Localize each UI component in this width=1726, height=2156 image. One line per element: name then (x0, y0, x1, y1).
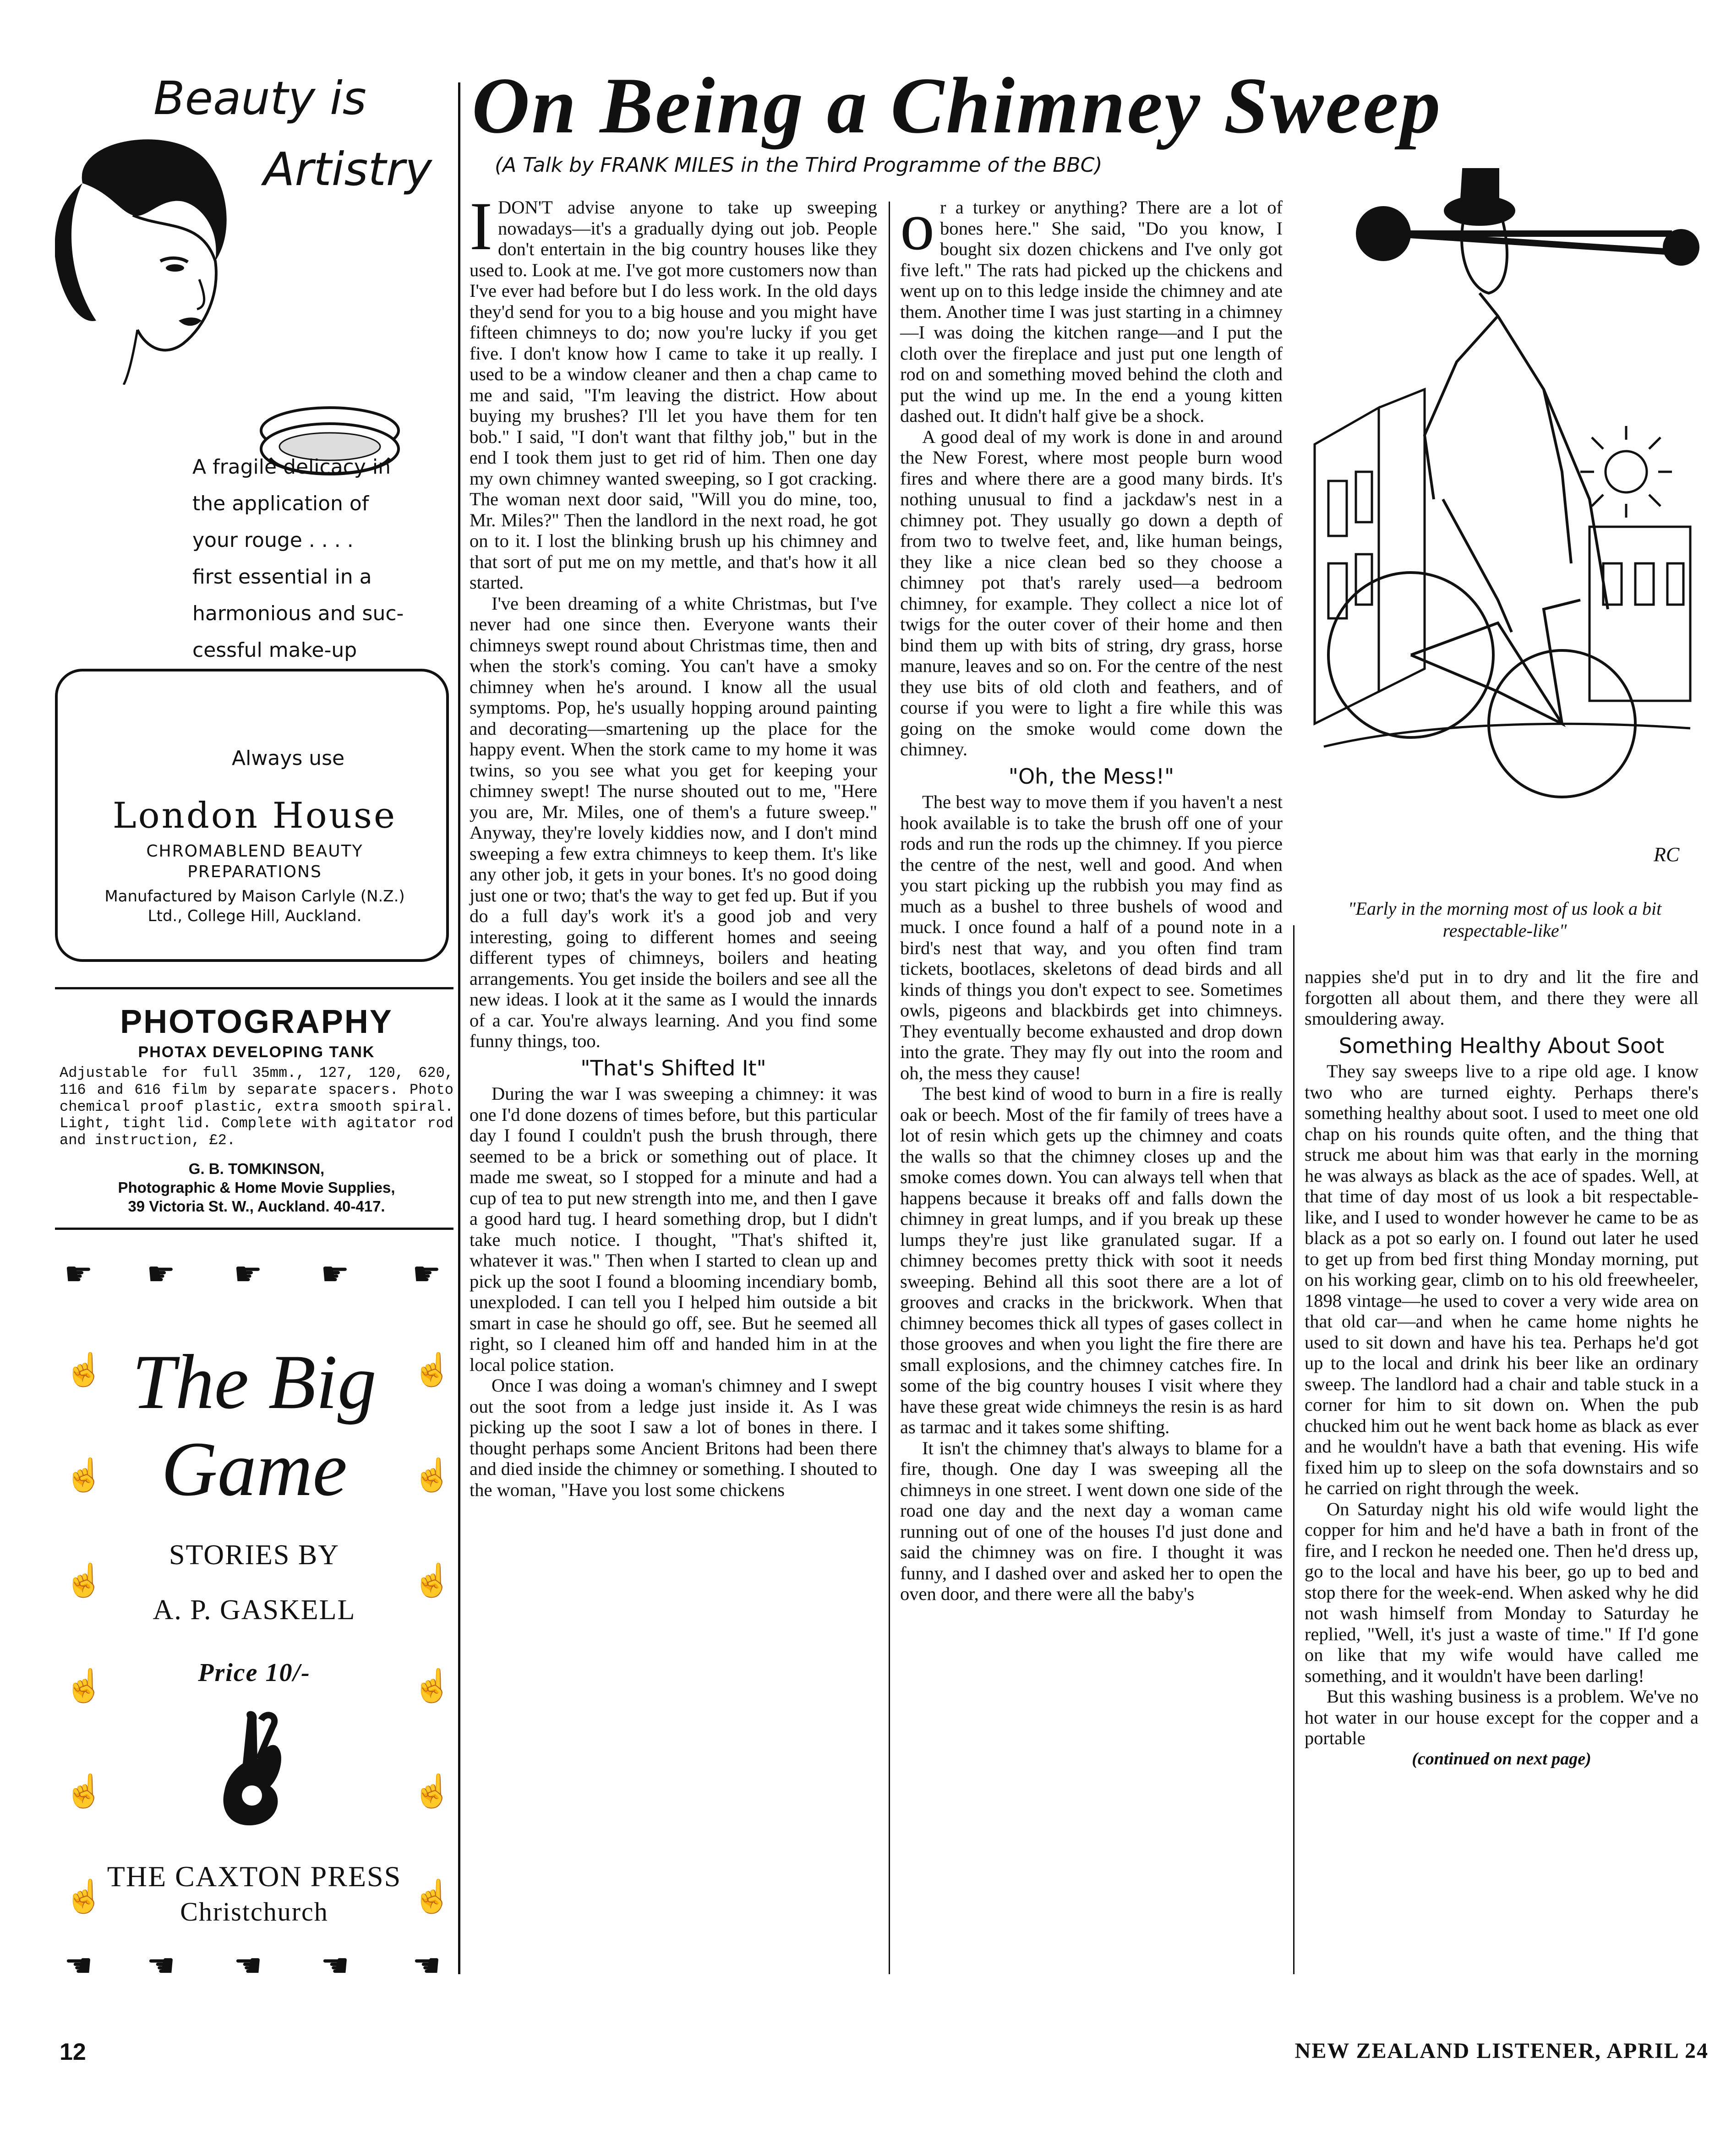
photography-body: Adjustable for full 35mm., 127, 120, 620, 116 and 616 film by separate spacers. Photo chemical proof plastic, extra smooth spiral. Light, tight lid. Complete with agitator rod and instruction, £2. (60, 1064, 453, 1149)
pointing-hand-icon: ☛ (147, 1257, 175, 1292)
paragraph: They say sweeps live to a ripe old age. I know two who are turned eighty. Perhaps there's something healthy about soot. I used to meet one old chap on his rounds quite often, and the thing that struck me about him was that early in the morning he was always as black as the ace of spades. Well, at that time of day most of us look a bit respectable-like, and I used to wonder however he came to be as black as a pot so early on. I found out later he used to get up from bed first thing Monday morning, put on his working gear, climb on to his old freewheeler, 1898 vintage—he used to cover a very wide area on that old car—and when he came home nights he used to sit down and have his tea. Perhaps he'd got up to the local and drink his beer like an ordinary sweep. The landlord had a chair and table stuck in a corner for him to sit down on. When the pub chucked him out he went back home as black as ever and he wouldn't have a bath that evening. His wife fixed him up to sleep on the sofa downstairs and so he carried on right through the week. (1305, 1061, 1699, 1498)
illustration-caption: "Early in the morning most of us look a bit respectable-like" (1348, 898, 1662, 941)
article-column-1 (470, 188, 877, 1500)
paragraph: The best kind of wood to burn in a fire is really oak or beech. Most of the fir family of trees have a lot of resin which gets up the chimney and coats the walls so that the chimney closes up and the smoke comes down. You can always tell when that happens because it breaks off and falls down the chimney in great lumps, and if you break up these lumps they're just like granulated sugar. If a chimney becomes pretty thick with soot it needs sweeping. Behind all this soot there are a lot of grooves and cracks in the brickwork. When that chimney becomes thick all types of gases collect in those grooves and when you light the fire there are small explosions, and the chimney catches fire. In some of the big country houses I visit where they have these great wide chimneys the resin is as hard as tarmac and it takes some shifting. (900, 1083, 1283, 1437)
pointing-hand-icon: ☚ (234, 1949, 262, 1984)
book-author: A. P. GASKELL (153, 1594, 356, 1626)
article-column-2 (900, 188, 1283, 1605)
pointing-hand-icon: ☛ (321, 1257, 350, 1292)
maker-line: Manufactured by Maison Carlyle (N.Z.) Ltd., College Hill, Auckland. (104, 887, 405, 925)
pointing-hand-icon: ☚ (321, 1949, 350, 1984)
ad-divider (55, 987, 453, 989)
page-number: 12 (60, 2039, 86, 2065)
photography-contact-line3: 39 Victoria St. W., Auckland. 40-417. (128, 1198, 385, 1215)
ad-divider (55, 1228, 453, 1230)
paragraph: On Saturday night his old wife would light the copper for him and he'd have a bath in front of the fire, and I reckon he needed one. Then he'd dress up, go to the local and have his beer, go up to bed and stop there for the week-end. When asked why he did not wash himself from Monday to Saturday he replied, "Well, it's just a waste of time." If I'd gone on like that my wife would have called me something, and it wouldn't have been darling! (1305, 1498, 1699, 1686)
illustration-signature: RC (1654, 843, 1680, 866)
section-heading: "Oh, the Mess!" (1008, 764, 1174, 789)
article-column-3 (1305, 966, 1699, 1769)
section-heading: "That's Shifted It" (580, 1055, 766, 1081)
book-price: Price 10/- (198, 1659, 311, 1687)
beauty-ad-body (192, 449, 417, 669)
paragraph: IDON'T advise anyone to take up sweeping nowadays—it's a gradually dying out job. People don't entertain in the big country houses like they used to. Look at me. I've got more customers now than I've ever had before but I do less work. In the old days they'd send for you to a big house and you might have fifteen chimneys to do; now you're lucky if you get five. I don't know how I came to take it up really. I used to be a window cleaner and then a chap came to me and said, "I'm leaving the district. How about buying my brushes? I'll let you have them for ten bob." I said, "I don't want that filthy job," but in the end I took them just to get rid of him. Then one day my own chimney wanted sweeping, so I got cracking. The woman next door said, "Will you do mine, too, Mr. Miles?" Then the landlord in the next road, he got on to it. I lost the blinking brush up his chimney and that sort of put me on my mettle, and that's how it all started. (470, 188, 877, 593)
woman-face-illustration (55, 128, 247, 385)
always-use-label: Always use (232, 747, 345, 770)
pointing-hand-icon: ☝ (412, 1774, 453, 1809)
crossed-fingers-hand-icon (215, 1708, 293, 1828)
paragraph: I've been dreaming of a white Christmas, but I've never had one since then. Everyone wants their chimneys swept round about Christmas time, then and when the stork's coming. You can't have a smoky chimney when he's around. I know all the usual symptoms. Pop, he's usually hopping around painting and decorating—smartening up the place for the happy event. When the stork came to my home it was twins, so you see what you get for keeping your chimney swept! The nurse shouted out to me, "Here you are, Mr. Miles, one of them's a future sweep." Anyway, they're lovely kiddies now, and I don't mind sweeping a few extra chimneys to keep them. It's like any other job, it gets in your bones. It's no good doing just one or two; that's the way to get fed up. But if you do a full day's work it's a good job and very interesting, going to different homes and seeing different types of chimneys, boilers and heating arrangements. You get inside the boilers and see all the new ideas. I look at it the same as I would the innards of a car. You're always learning. And you find some funny things, too. (470, 593, 877, 1051)
beauty-ad-line: your rouge . . . . (192, 529, 354, 552)
chimney-sweep-cyclist-illustration (1305, 151, 1699, 893)
london-house-box (55, 669, 449, 962)
book-title-line1: The Big (132, 1339, 377, 1425)
beauty-ad-title-line1: Beauty is (153, 71, 366, 125)
pointing-hand-icon: ☛ (234, 1257, 262, 1292)
pointing-hand-icon: ☝ (64, 1563, 104, 1599)
pointing-hand-icon: ☛ (64, 1257, 93, 1292)
photography-contact-line2: Photographic & Home Movie Supplies, (118, 1179, 395, 1196)
paragraph: It isn't the chimney that's always to blame for a fire, though. One day I was sweeping all the chimneys in one street. I went down one side of the road one day and the next day a woman came running out of one of the houses I'd just done and said the chimney was on fire. I thought it was funny, and I dashed over and asked her to open the oven door, and there were all the baby's (900, 1437, 1283, 1604)
beauty-ad (55, 69, 449, 985)
brand-name: London House (112, 795, 397, 836)
photography-subtitle: PHOTAX DEVELOPING TANK (138, 1043, 375, 1061)
beauty-ad-line: A fragile delicacy in (192, 455, 391, 479)
pointing-hand-icon: ☝ (412, 1353, 453, 1388)
article-subhead: (A Talk by FRANK MILES in the Third Programme of the BBC) (495, 153, 1103, 177)
beauty-ad-line: harmonious and suc- (192, 602, 404, 625)
sun-icon (1580, 426, 1672, 518)
paragraph: The best way to move them if you haven't a nest hook available is to take the brush off one of your rods and run the rods up the chimney. If you pierce the centre of the nest, well and good. And when you start picking up the rubbish you may find as much as a bushel to three bushels of wood and muck. I once found a half of a pound note in a bird's nest that way, and you often find tram tickets, bootlaces, skeletons of dead birds and all kinds of things you don't expect to see. Sometimes owls, pigeons and blackbirds get into chimneys. They eventually become exhausted and drop down into the grate. They may fly out into the room and oh, the mess they cause! (900, 791, 1283, 1083)
photography-contact-name: G. B. TOMKINSON, (188, 1160, 325, 1177)
paragraph: A good deal of my work is done in and around the New Forest, where most people burn wood fires and where there are a good many birds. It's nothing unusual to find a jackdaw's nest in a chimney pot. They usually go down a depth of from two to twelve feet, and, like human beings, they like a nice clean bed so they choose a chimney pot that's rarely used—a bedroom chimney, for example. They collect a nice lot of twigs for the outer cover of their home and then bind them up with bits of string, dry grass, horse manure, leaves and so on. For the centre of the nest they use bits of old cloth and feathers, and of course if you were to light a fire while this was going on the smoke would come down the chimney. (900, 426, 1283, 759)
column-rule (1293, 925, 1294, 1974)
book-title-line2: Game (161, 1426, 347, 1512)
paragraph: or a turkey or anything? There are a lot of bones here." She said, "Do you know, I bought six dozen chickens and I've only got five left." The rats had picked up the chickens and went up on to this ledge inside the chimney and ate them. Another time I was just starting in a chimney—I was doing the kitchen range—and I put the cloth over the fireplace and just put one length of rod on and something moved behind the cloth and put the wind up me. In the end a young kitten dashed out. It didn't half give be a shock. (900, 188, 1283, 426)
pointing-hand-icon: ☝ (64, 1669, 104, 1704)
photography-title: PHOTOGRAPHY (120, 1004, 393, 1040)
pointing-hand-icon: ☝ (64, 1353, 104, 1388)
column-rule-main (458, 82, 460, 1974)
paragraph: During the war I was sweeping a chimney: it was one I'd done dozens of times before, but this particular day I found I couldn't push the brush through, there seemed to be a brick or something out of place. It made me sweat, so I stopped for a minute and had a cup of tea to put new strength into me, and then I gave a good hard tug. I heard something drop, but I didn't take much notice. I thought, "That's shifted it, whatever it was." Then when I started to clean up and pick up the soot I found a blooming incendiary bomb, unexploded. I can tell you I helped him outside a bit smart in case he should go off, see. But he seemed all right, so I cleaned him off and handed him in at the local police station. (470, 1083, 877, 1375)
publisher-city: Christchurch (180, 1897, 328, 1927)
pointing-hand-icon: ☛ (412, 1257, 441, 1292)
publisher: THE CAXTON PRESS (107, 1860, 402, 1893)
pointing-hand-icon: ☝ (412, 1563, 453, 1599)
pointing-hand-icon: ☚ (412, 1949, 441, 1984)
article-headline: On Being a Chimney Sweep (472, 61, 1442, 150)
beauty-ad-title-line2: Artistry (263, 142, 432, 196)
section-heading: Something Healthy About Soot (1338, 1033, 1665, 1058)
pointing-hand-icon: ☝ (64, 1774, 104, 1809)
product-line: CHROMABLEND BEAUTY PREPARATIONS (146, 842, 363, 881)
beauty-ad-line: the application of (192, 492, 369, 515)
pointing-hand-icon: ☝ (412, 1669, 453, 1704)
pointing-hand-icon: ☝ (412, 1458, 453, 1493)
paragraph: nappies she'd put in to dry and lit the fire and forgotten all about them, and there they were all smouldering away. (1305, 966, 1699, 1029)
pointing-hand-icon: ☝ (64, 1458, 104, 1493)
beauty-ad-line: cessful make-up (192, 639, 357, 662)
pointing-hand-icon: ☚ (147, 1949, 175, 1984)
publication-name: NEW ZEALAND LISTENER, APRIL 24 (1294, 2039, 1709, 2063)
paragraph: But this washing business is a problem. We've no hot water in our house except for the copper and a portable (1305, 1686, 1699, 1748)
book-ad (55, 1246, 453, 2002)
pointing-hand-icon: ☝ (64, 1879, 104, 1915)
paragraph: Once I was doing a woman's chimney and I swept out the soot from a ledge just inside it. As I was picking up the soot I saw a lot of bones in there. I thought perhaps some Ancient Britons had been there and died inside the chimney or something. I shouted to the woman, "Have you lost some chickens (470, 1375, 877, 1500)
continued-note: (continued on next page) (1412, 1749, 1591, 1768)
stories-by: STORIES BY (169, 1539, 339, 1571)
column-rule (889, 202, 890, 1974)
pointing-hand-icon: ☝ (412, 1879, 453, 1915)
beauty-ad-line: first essential in a (192, 565, 372, 589)
photography-ad (60, 1003, 453, 1218)
pointing-hand-icon: ☚ (64, 1949, 93, 1984)
